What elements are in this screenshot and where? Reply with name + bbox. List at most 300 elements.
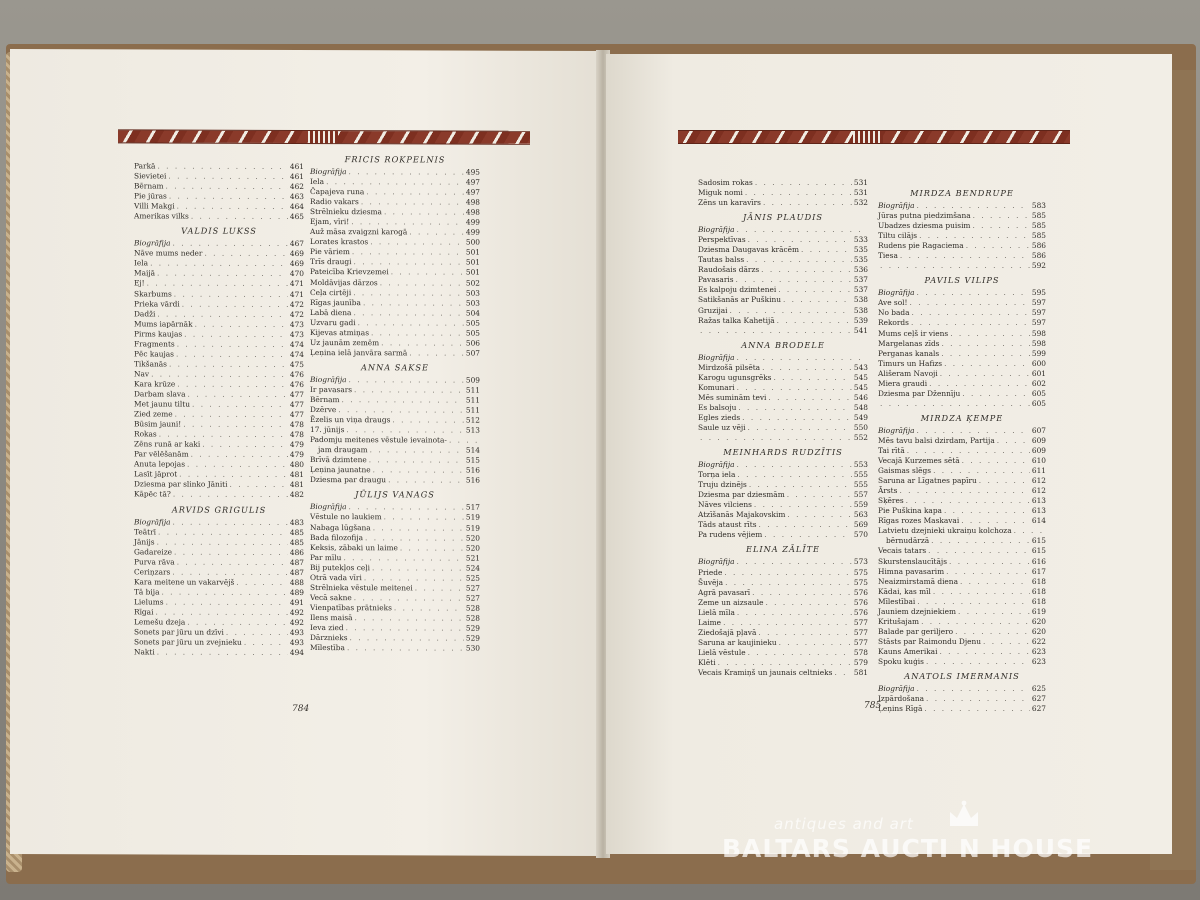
toc-entry: [310, 187, 480, 198]
entry-page-number: 519: [465, 523, 480, 533]
entry-page-number: 623: [1031, 656, 1046, 666]
entry-page-number: 569: [853, 520, 868, 530]
dot-leader: [718, 658, 852, 668]
entry-title: Rokas: [134, 429, 157, 439]
dot-leader: [748, 648, 852, 658]
entry-page-number: 485: [289, 537, 304, 547]
toc-entry: [134, 269, 304, 280]
toc-entry: [878, 211, 1046, 221]
toc-entry-biography: [310, 167, 480, 178]
entry-title: Priede: [698, 567, 723, 577]
toc-entry: [698, 403, 868, 413]
author-heading: FRICIS ROKPELNIS: [344, 154, 446, 165]
entry-page-number: 486: [289, 547, 304, 557]
entry-title: Egles zieds: [698, 412, 741, 422]
entry-page-number: 586: [1031, 241, 1046, 251]
dot-leader: [921, 617, 1030, 627]
dot-leader: [700, 433, 852, 443]
entry-page-number: 476: [289, 379, 304, 389]
entry-title: Skarbums: [134, 288, 172, 299]
dot-leader: [900, 251, 1030, 261]
watermark-tagline: antiques and art: [774, 815, 914, 833]
entry-page-number: 602: [1031, 378, 1046, 388]
author-heading: PAVILS VILIPS: [924, 275, 1000, 286]
entry-title: Tiesa: [878, 251, 898, 261]
toc-entry: [134, 379, 304, 390]
toc-entry: [134, 637, 304, 648]
toc-entry: [134, 409, 304, 420]
entry-title: Komunari: [698, 382, 735, 392]
entry-title: Balade par geriljero: [878, 626, 954, 636]
dot-leader: [700, 326, 852, 336]
entry-page-number: 470: [289, 269, 304, 279]
toc-entry: [878, 369, 1046, 379]
entry-title: Ārsts: [878, 486, 898, 496]
entry-page-number: 501: [465, 268, 480, 278]
toc-entry: [698, 285, 868, 295]
entry-title: Ļeņina jaunatne: [310, 465, 371, 475]
toc-entry-biography: [698, 557, 868, 567]
toc-entry: [310, 405, 480, 416]
left-column-1: [134, 161, 304, 658]
toc-entry: [134, 557, 304, 568]
toc-entry: [698, 638, 868, 648]
dot-leader: [745, 188, 852, 198]
entry-title: Pie jūras: [134, 191, 167, 201]
toc-entry-biography: [698, 353, 868, 363]
entry-page-number: 586: [1031, 251, 1046, 261]
entry-page-number: 616: [1031, 556, 1046, 566]
entry-page-number: 520: [465, 533, 480, 543]
dot-leader: [191, 450, 288, 460]
dot-leader: [380, 278, 464, 288]
dot-leader: [350, 633, 464, 643]
entry-title: Moldāvijas dārzos: [310, 277, 378, 287]
dot-leader: [157, 537, 288, 548]
entry-title: Padomju meitenes vēstule ievainota-: [310, 435, 447, 445]
entry-page-number: 517: [465, 502, 480, 513]
entry-page-number: 493: [289, 627, 304, 638]
dot-leader: [161, 587, 287, 597]
entry-title: Parkā: [134, 161, 156, 171]
entry-page-number: 546: [853, 392, 868, 402]
entry-title: Gruzijai: [698, 305, 728, 315]
dot-leader: [391, 268, 464, 278]
toc-entry: [310, 573, 480, 584]
dot-leader: [449, 436, 478, 446]
entry-title: Margelanas zīds: [878, 338, 940, 348]
entry-page-number: 620: [1031, 626, 1046, 636]
toc-entry: [698, 198, 868, 208]
dot-leader: [202, 440, 288, 450]
entry-page-number: 576: [853, 607, 868, 617]
entry-page-number: 529: [465, 633, 480, 643]
toc-entry: [878, 647, 1046, 657]
entry-title: Ziedošajā pļavā: [698, 627, 757, 637]
entry-page-number: 497: [465, 177, 480, 187]
dot-leader: [371, 328, 464, 338]
entry-title: Uz jaunām zemēm: [310, 337, 380, 348]
toc-entry: [134, 460, 304, 471]
toc-entry: [134, 279, 304, 290]
dot-leader: [338, 405, 464, 415]
entry-page-number: 548: [853, 402, 868, 412]
entry-page-number: 609: [1031, 435, 1046, 445]
toc-entry-biography: [698, 225, 868, 235]
toc-entry: [698, 265, 868, 275]
dot-leader: [962, 389, 1030, 399]
entry-title: Prieka vārdi: [134, 298, 180, 309]
toc-entry: [698, 578, 868, 588]
entry-title: Ir pavasars: [310, 384, 353, 395]
entry-title: Biogrāfija: [698, 225, 735, 235]
toc-entry-biography: [698, 460, 868, 470]
toc-entry: [134, 192, 304, 203]
entry-page-number: 477: [289, 389, 304, 399]
toc-entry: [878, 607, 1046, 617]
entry-title: Nabaga lūgšana: [310, 522, 371, 532]
dot-leader: [911, 318, 1030, 328]
dot-leader: [370, 238, 464, 248]
entry-title: Villi Makgi: [134, 201, 175, 211]
toc-entry: [134, 359, 304, 370]
entry-page-number: 615: [1031, 546, 1046, 556]
dot-leader: [955, 627, 1030, 637]
toc-entry: [878, 231, 1046, 241]
entry-page-number: 506: [465, 338, 480, 348]
toc-entry: [310, 348, 480, 359]
entry-title: Pavasaris: [698, 275, 734, 285]
entry-page-number: 527: [465, 583, 480, 593]
entry-title: Ļeņins Rīgā: [878, 704, 923, 714]
entry-page-number: 599: [1031, 348, 1046, 358]
entry-page-number: 610: [1031, 456, 1046, 466]
entry-page-number: 478: [289, 430, 304, 440]
toc-entry: [698, 618, 868, 628]
toc-entry-biography: [878, 426, 1046, 436]
entry-page-number: 541: [853, 325, 868, 335]
dot-leader: [174, 289, 288, 299]
entry-title: Biogrāfija: [698, 352, 735, 362]
entry-title: Saule uz vēji: [698, 422, 746, 432]
toc-entry: [134, 309, 304, 320]
entry-page-number: 613: [1031, 506, 1046, 516]
entry-page-number: 613: [1031, 496, 1046, 506]
dot-leader: [779, 638, 852, 648]
entry-title: Rīgas jaunība: [310, 297, 361, 307]
entry-page-number: 622: [1031, 636, 1046, 646]
dot-leader: [917, 201, 1030, 211]
entry-page-number: 537: [853, 285, 868, 295]
entry-title: Ieva zied: [310, 622, 344, 633]
dot-leader: [929, 379, 1030, 389]
toc-entry: [698, 178, 868, 188]
entry-title: Ejam, vīri!: [310, 217, 350, 227]
dot-leader: [175, 410, 288, 420]
entry-title: Dadži: [134, 309, 156, 319]
entry-page-number: 520: [465, 543, 480, 553]
entry-page-number: 525: [465, 573, 480, 583]
entry-title: Otrā vada vīri: [310, 572, 362, 582]
author-heading: ANATOLS IMERMANIS: [904, 671, 1020, 682]
entry-title: 17. jūnijs: [310, 425, 345, 435]
toc-entry: [698, 433, 868, 443]
entry-page-number: 623: [1031, 646, 1046, 656]
entry-title: Pateicība Krievzemei: [310, 267, 389, 277]
dot-leader: [168, 172, 287, 182]
entry-title: Zeme un aizsaule: [698, 597, 764, 607]
entry-title: Ališeram Navoji: [878, 368, 938, 378]
entry-title: Vecajā Kurzemes sētā: [878, 456, 960, 466]
dot-leader: [758, 628, 852, 638]
toc-entry: [698, 470, 868, 480]
entry-page-number: 578: [853, 647, 868, 657]
entry-title: Ave sol!: [878, 298, 908, 308]
dot-leader: [763, 198, 852, 208]
dot-leader: [166, 597, 288, 607]
dot-leader: [939, 647, 1029, 657]
dot-leader: [358, 318, 464, 328]
toc-entry: [134, 547, 304, 558]
toc-entry: [878, 486, 1046, 496]
entry-title: Par mīlu: [310, 552, 342, 562]
toc-entry: [134, 212, 304, 223]
toc-entry: [698, 316, 868, 326]
entry-page-number: 555: [853, 470, 868, 480]
entry-page-number: 499: [465, 217, 480, 227]
entry-page-number: 500: [465, 237, 480, 247]
entry-page-number: 627: [1031, 694, 1046, 704]
entry-title: Laime: [698, 617, 722, 627]
entry-page-number: 581: [853, 667, 868, 677]
entry-page-number: 611: [1031, 466, 1046, 476]
toc-entry: [698, 245, 868, 255]
entry-title: Vecais Kramiņš un jaunais celtnieks: [698, 667, 833, 677]
entry-title: Strēlnieku dziesma: [310, 207, 382, 217]
toc-entry: [698, 608, 868, 618]
dot-leader: [966, 241, 1030, 251]
dot-leader: [326, 177, 464, 188]
entry-page-number: 607: [1031, 425, 1046, 435]
entry-title: Stāsts par Raimondu Djenu: [878, 636, 982, 646]
entry-page-number: 585: [1031, 231, 1046, 241]
author-heading: ELINA ZĀLĪTE: [745, 544, 821, 555]
entry-page-number: 504: [465, 308, 480, 318]
entry-page-number: 549: [853, 412, 868, 422]
left-column-2: [310, 150, 480, 654]
entry-page-number: 493: [289, 638, 304, 648]
toc-entry: [878, 349, 1046, 359]
dot-leader: [979, 476, 1030, 486]
entry-page-number: 515: [465, 455, 480, 465]
entry-title: Sonets par jūru un dzīvi: [134, 627, 224, 637]
right-column-2: [878, 184, 1046, 714]
entry-page-number: 612: [1031, 486, 1046, 496]
toc-entry: [698, 275, 868, 285]
toc-entry: [310, 395, 480, 406]
toc-entry: [878, 516, 1046, 526]
entry-title: Biogrāfija: [310, 502, 347, 512]
dot-leader: [373, 523, 464, 533]
toc-entry: [698, 520, 868, 530]
entry-page-number: 497: [465, 187, 480, 197]
toc-entry: [134, 161, 304, 172]
entry-title: Lasīt jāprot: [134, 469, 178, 479]
toc-entry: [134, 349, 304, 360]
dot-leader: [742, 413, 852, 423]
toc-entry: [698, 648, 868, 658]
toc-entry: [134, 339, 304, 350]
toc-entry: [878, 339, 1046, 349]
entry-page-number: 598: [1031, 338, 1046, 348]
dot-leader: [737, 460, 852, 470]
toc-entry: [134, 480, 304, 491]
entry-page-number: 627: [1031, 704, 1046, 714]
toc-entry: [134, 329, 304, 340]
toc-entry: [134, 440, 304, 451]
entry-title: Mēs tavu balsi dzirdam, Partija: [878, 435, 995, 445]
toc-entry: [310, 445, 480, 456]
dot-leader: [973, 211, 1030, 221]
toc-entry: [134, 389, 304, 400]
toc-entry: [878, 496, 1046, 506]
entry-page-number: 487: [289, 557, 304, 567]
entry-page-number: 516: [465, 475, 480, 485]
entry-title: Ubadzes dziesma puisim: [878, 221, 971, 231]
dot-leader: [150, 259, 288, 270]
dot-leader: [169, 192, 288, 202]
toc-entry-biography: [134, 239, 304, 250]
entry-page-number: 530: [465, 643, 480, 653]
entry-page-number: 617: [1031, 566, 1046, 576]
entry-page-number: 507: [465, 348, 480, 358]
toc-entry: [134, 587, 304, 598]
toc-entry: [310, 318, 480, 329]
toc-entry: [698, 628, 868, 638]
entry-title: Neaizmirstamā diena: [878, 576, 958, 586]
toc-entry: [134, 537, 304, 548]
entry-page-number: 559: [853, 500, 868, 510]
entry-page-number: 492: [289, 617, 304, 627]
entry-page-number: 469: [289, 249, 304, 259]
entry-page-number: 618: [1031, 596, 1046, 606]
entry-title: Miguk nomi: [698, 188, 743, 198]
entry-title: Saruna ar kaujinieku: [698, 637, 777, 647]
dot-leader: [159, 430, 288, 440]
entry-page-number: 477: [289, 399, 304, 410]
watermark-brand: BALTARS AUCTI N HOUSE: [722, 834, 1094, 863]
dot-leader: [166, 182, 288, 192]
entry-title: Timurs un Hafizs: [878, 358, 943, 368]
toc-entry: [310, 553, 480, 564]
entry-title: Keksis, zābaki un laime: [310, 542, 398, 552]
toc-entry: [134, 450, 304, 461]
toc-entry: [310, 563, 480, 574]
dot-leader: [961, 516, 1030, 526]
entry-title: Es balsoju: [698, 402, 737, 412]
dot-leader: [177, 202, 288, 212]
toc-entry: [878, 577, 1046, 587]
entry-page-number: 501: [465, 247, 480, 257]
toc-entry: [310, 455, 480, 466]
entry-page-number: 481: [289, 480, 304, 490]
toc-entry: [310, 247, 480, 258]
toc-entry-biography: [878, 288, 1046, 298]
entry-title: Dziesma par dziesmām: [698, 490, 785, 500]
dot-leader: [177, 339, 288, 349]
toc-entry: [134, 617, 304, 628]
entry-title: Kara meitene un vakarvējš: [134, 577, 235, 587]
dot-leader: [342, 395, 464, 405]
entry-title: Mīlestībai: [878, 596, 916, 606]
entry-page-number: 499: [465, 227, 480, 237]
entry-page-number: 538: [853, 295, 868, 305]
entry-title: Nāve mums neder: [134, 248, 203, 258]
entry-title: Kauns Amerikai: [878, 646, 938, 656]
entry-page-number: 478: [289, 420, 304, 430]
toc-entry: [310, 278, 480, 289]
entry-page-number: 492: [289, 607, 304, 617]
toc-entry: [134, 171, 304, 182]
dot-leader: [737, 353, 866, 363]
entry-page-number: 625: [1031, 684, 1046, 694]
dot-leader: [187, 460, 288, 470]
entry-page-number: 511: [465, 395, 480, 405]
toc-entry: [134, 607, 304, 618]
author-heading: VALDIS LUKSS: [181, 225, 257, 237]
entry-page-number: 503: [465, 298, 480, 308]
dot-leader: [151, 369, 288, 380]
dot-leader: [962, 456, 1030, 466]
entry-page-number: 479: [289, 440, 304, 450]
entry-title: Ļeņina ielā janvāra sarmā: [310, 347, 408, 358]
dot-leader: [355, 613, 464, 623]
toc-entry: [134, 289, 304, 300]
toc-entry: [310, 207, 480, 218]
toc-entry: [310, 197, 480, 208]
toc-entry: [878, 298, 1046, 308]
entry-page-number: 618: [1031, 586, 1046, 596]
entry-title: Truju dzinējs: [698, 480, 747, 490]
toc-entry: [878, 567, 1046, 577]
dot-leader: [931, 536, 1030, 546]
entry-title: Tiltu cilājs: [878, 231, 918, 241]
entry-page-number: 480: [289, 460, 304, 470]
dot-leader: [940, 369, 1030, 379]
entry-title: Satikšanās ar Puškinu: [698, 295, 781, 305]
entry-title: Kādai, kas mīl: [878, 586, 931, 596]
entry-title: Spoku kuģis: [878, 656, 924, 666]
entry-title: Biogrāfija: [310, 167, 347, 177]
dot-leader: [173, 517, 288, 527]
right-column-1: [698, 178, 868, 678]
dot-leader: [958, 607, 1030, 617]
dot-leader: [919, 231, 1030, 241]
entry-page-number: 529: [465, 623, 480, 633]
dot-leader: [778, 285, 852, 295]
entry-title: Ražas talka Kahetijā: [698, 315, 775, 325]
dot-leader: [346, 623, 464, 633]
toc-entry: [878, 379, 1046, 389]
toc-entry: [310, 328, 480, 339]
dot-leader: [169, 359, 288, 369]
dot-leader: [226, 628, 288, 638]
entry-title: Karogu ugunsgrēks: [698, 372, 772, 382]
entry-title: Nāves vilciens: [698, 500, 752, 510]
entry-title: Biogrāfija: [878, 201, 915, 210]
dot-leader: [754, 500, 852, 510]
toc-entry: [310, 298, 480, 309]
